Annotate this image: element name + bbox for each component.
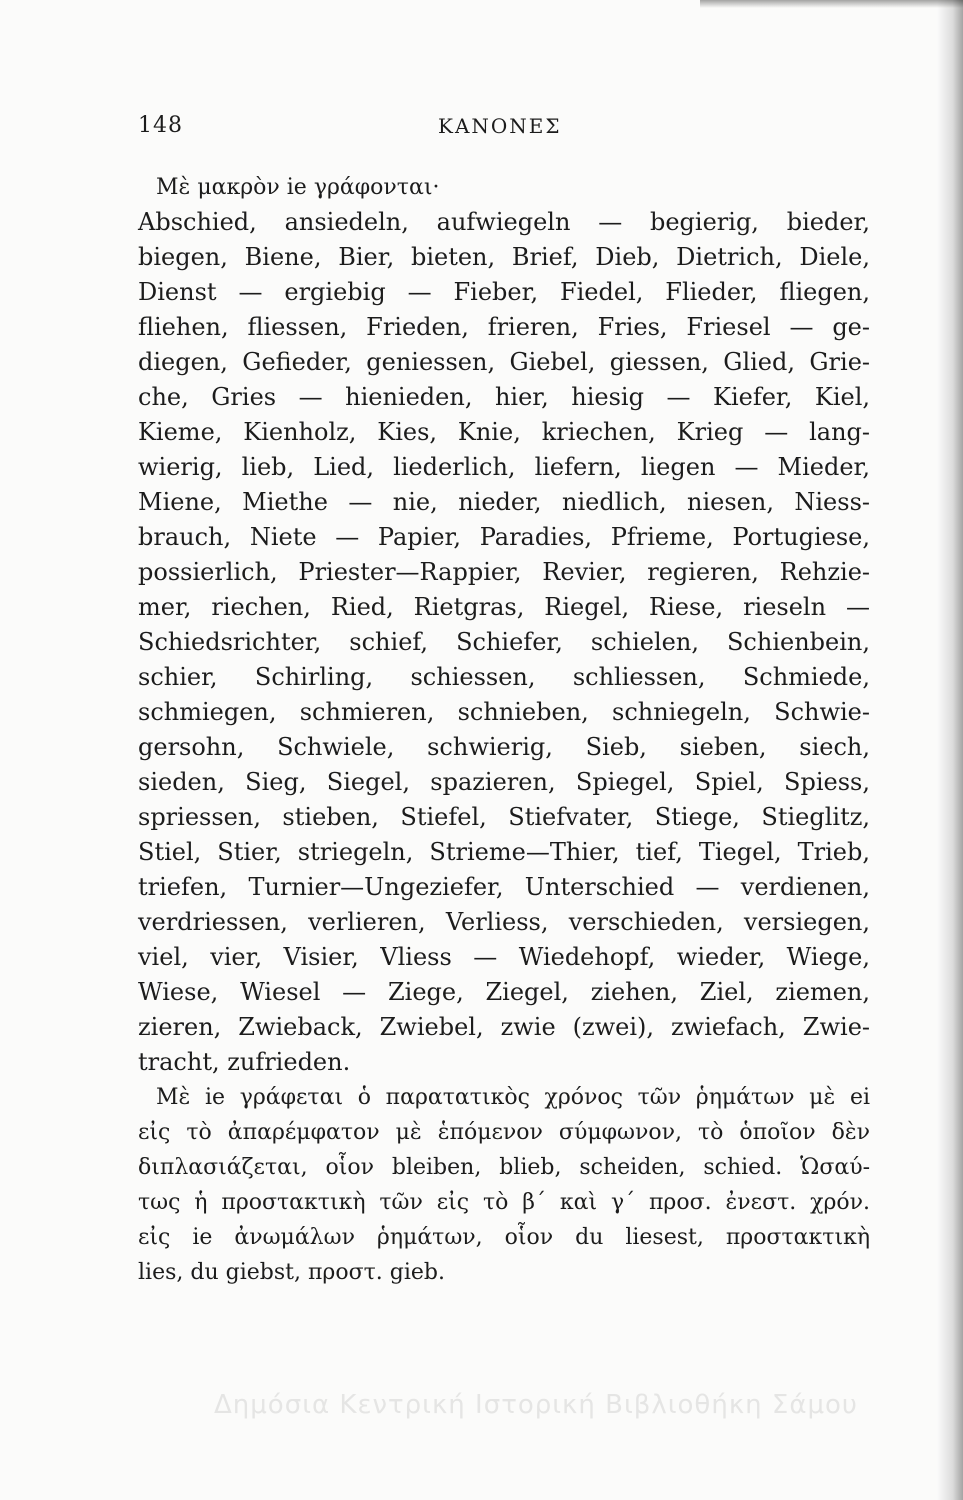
- text-line: verdriessen, verlieren, Verliess, verschieden, versiegen,: [138, 908, 870, 936]
- text-line: Μὲ ie γράφεται ὁ παρατατικὸς χρόνος τῶν ῥημάτων μὲ ei: [156, 1085, 870, 1110]
- text-line: εἰς ie ἀνωμάλων ῥημάτων, οἷον du liesest, προστακτικὴ: [138, 1225, 870, 1250]
- body-text: [138, 170, 870, 1290]
- page-top-edge-shadow: [700, 0, 963, 8]
- text-line: biegen, Biene, Bier, bieten, Brief, Dieb, Dietrich, Diele,: [138, 243, 870, 271]
- text-line: gersohn, Schwiele, schwierig, Sieb, sieben, siech,: [138, 733, 870, 761]
- text-line: Dienst — ergiebig — Fieber, Fiedel, Flieder, fliegen,: [138, 278, 870, 306]
- text-line: Stiel, Stier, striegeln, Strieme—Thier, tief, Tiegel, Trieb,: [138, 838, 870, 866]
- text-line: εἰς τὸ ἀπαρέμφατον μὲ ἑπόμενον σύμφωνον, τὸ ὁποῖον δὲν: [138, 1120, 870, 1145]
- text-line: Kieme, Kienholz, Kies, Knie, kriechen, Krieg — lang-: [138, 418, 870, 446]
- running-head: ΚΑΝΟΝΕΣ: [438, 114, 562, 138]
- text-line: diegen, Gefieder, geniessen, Giebel, giessen, Glied, Grie-: [138, 348, 870, 376]
- text-line: tracht, zufrieden.: [138, 1048, 351, 1076]
- text-line: Schiedsrichter, schief, Schiefer, schielen, Schienbein,: [138, 628, 870, 656]
- text-line: mer, riechen, Ried, Rietgras, Riegel, Riese, rieseln —: [138, 593, 870, 621]
- text-line: Miene, Miethe — nie, nieder, niedlich, niesen, Niess-: [138, 488, 870, 516]
- library-watermark: Δημόσια Κεντρική Ιστορική Βιβλιοθήκη Σάμου: [214, 1390, 858, 1420]
- text-line: Abschied, ansiedeln, aufwiegeln — begierig, bieder,: [138, 208, 870, 236]
- text-line: lies, du giebst, προστ. gieb.: [138, 1260, 445, 1285]
- text-line: zieren, Zwieback, Zwiebel, zwie (zwei), zwiefach, Zwie-: [138, 1013, 870, 1041]
- text-line: fliehen, fliessen, Frieden, frieren, Fries, Friesel — ge-: [138, 313, 870, 341]
- text-line: διπλασιάζεται, οἷον bleiben, blieb, scheiden, schied. Ὡσαύ-: [138, 1155, 870, 1180]
- text-line: che, Gries — hienieden, hier, hiesig — Kiefer, Kiel,: [138, 383, 870, 411]
- text-line: wierig, lieb, Lied, liederlich, liefern, liegen — Mieder,: [138, 453, 870, 481]
- text-line: triefen, Turnier—Ungeziefer, Unterschied — verdienen,: [138, 873, 870, 901]
- text-line: Wiese, Wiesel — Ziege, Ziegel, ziehen, Ziel, ziemen,: [138, 978, 870, 1006]
- text-line: sieden, Sieg, Siegel, spazieren, Spiegel, Spiel, Spiess,: [138, 768, 870, 796]
- page-right-edge-shadow: [937, 0, 963, 1500]
- page-header: [138, 113, 870, 143]
- text-line: Μὲ μακρὸν ie γράφονται·: [156, 175, 440, 200]
- text-line: brauch, Niete — Papier, Paradies, Pfrieme, Portugiese,: [138, 523, 870, 551]
- text-line: schier, Schirling, schiessen, schliessen, Schmiede,: [138, 663, 870, 691]
- page-number: 148: [138, 113, 183, 138]
- text-line: schmiegen, schmieren, schnieben, schniegeln, Schwie-: [138, 698, 870, 726]
- text-line: possierlich, Priester—Rappier, Revier, regieren, Rehzie-: [138, 558, 870, 586]
- text-line: τως ἡ προστακτικὴ τῶν εἰς τὸ β΄ καὶ γ΄ προσ. ἐνεστ. χρόν.: [138, 1190, 870, 1215]
- text-line: spriessen, stieben, Stiefel, Stiefvater, Stiege, Stieglitz,: [138, 803, 870, 831]
- text-line: viel, vier, Visier, Vliess — Wiedehopf, wieder, Wiege,: [138, 943, 870, 971]
